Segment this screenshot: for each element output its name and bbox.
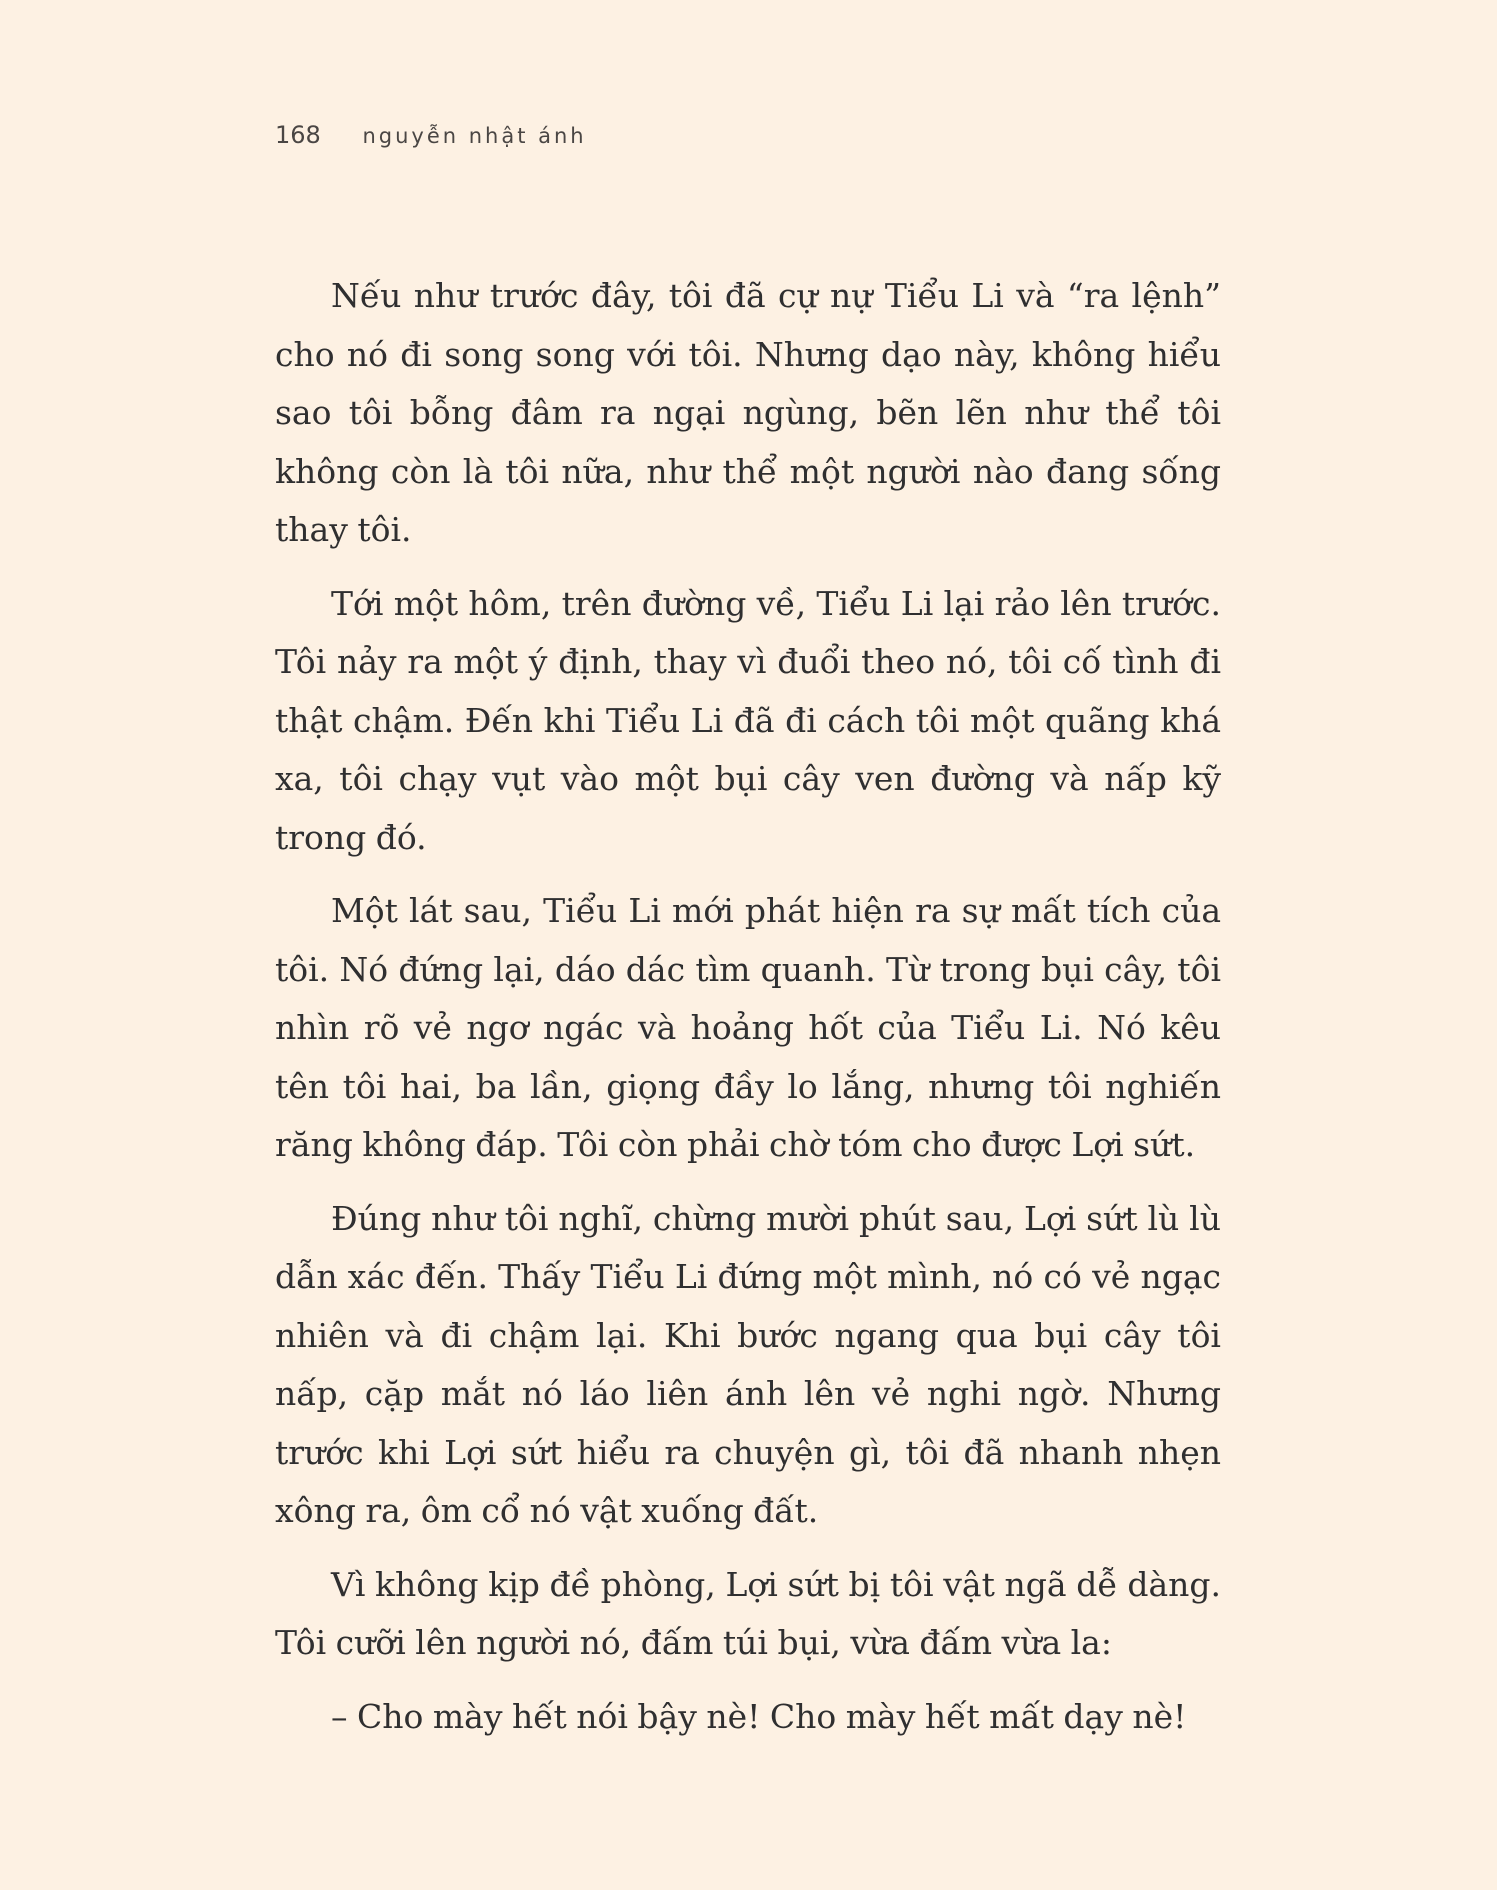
dialogue-line: – Cho mày hết nói bậy nè! Cho mày hết mất dạy nè! <box>331 1696 1187 1736</box>
paragraph: Vì không kịp đề phòng, Lợi sứt bị tôi vật ngã dễ dàng. Tôi cưỡi lên người nó, đấm túi bụi, vừa đấm vừa la: <box>275 1564 1221 1662</box>
running-header <box>275 121 587 149</box>
paragraph: Nếu như trước đây, tôi đã cự nự Tiểu Li và “ra lệnh” cho nó đi song song với tôi. Nhưng dạo này, không hiểu sao tôi bỗng đâm ra ngại ngùng, bẽn lẽn như thể tôi không còn là tôi nữa, như thể một người nào đang sống thay tôi. <box>275 276 1221 549</box>
page-number: 168 <box>275 121 321 149</box>
paragraph: Một lát sau, Tiểu Li mới phát hiện ra sự mất tích của tôi. Nó đứng lại, dáo dác tìm quanh. Từ trong bụi cây, tôi nhìn rõ vẻ ngơ ngác và hoảng hốt của Tiểu Li. Nó kêu tên tôi hai, ba lần, giọng đầy lo lắng, nhưng tôi nghiến răng không đáp. Tôi còn phải chờ tóm cho được Lợi sứt. <box>275 891 1221 1164</box>
paragraph: Tới một hôm, trên đường về, Tiểu Li lại rảo lên trước. Tôi nảy ra một ý định, thay vì đuổi theo nó, tôi cố tình đi thật chậm. Đến khi Tiểu Li đã đi cách tôi một quãng khá xa, tôi chạy vụt vào một bụi cây ven đường và nấp kỹ trong đó. <box>275 583 1221 857</box>
paragraph: Đúng như tôi nghĩ, chừng mười phút sau, Lợi sứt lù lù dẫn xác đến. Thấy Tiểu Li đứng một mình, nó có vẻ ngạc nhiên và đi chậm lại. Khi bước ngang qua bụi cây tôi nấp, cặp mắt nó láo liên ánh lên vẻ nghi ngờ. Nhưng trước khi Lợi sứt hiểu ra chuyện gì, tôi đã nhanh nhẹn xông ra, ôm cổ nó vật xuống đất. <box>275 1198 1221 1530</box>
body-text <box>275 267 1221 1761</box>
author-name: nguyễn nhật ánh <box>362 124 587 148</box>
